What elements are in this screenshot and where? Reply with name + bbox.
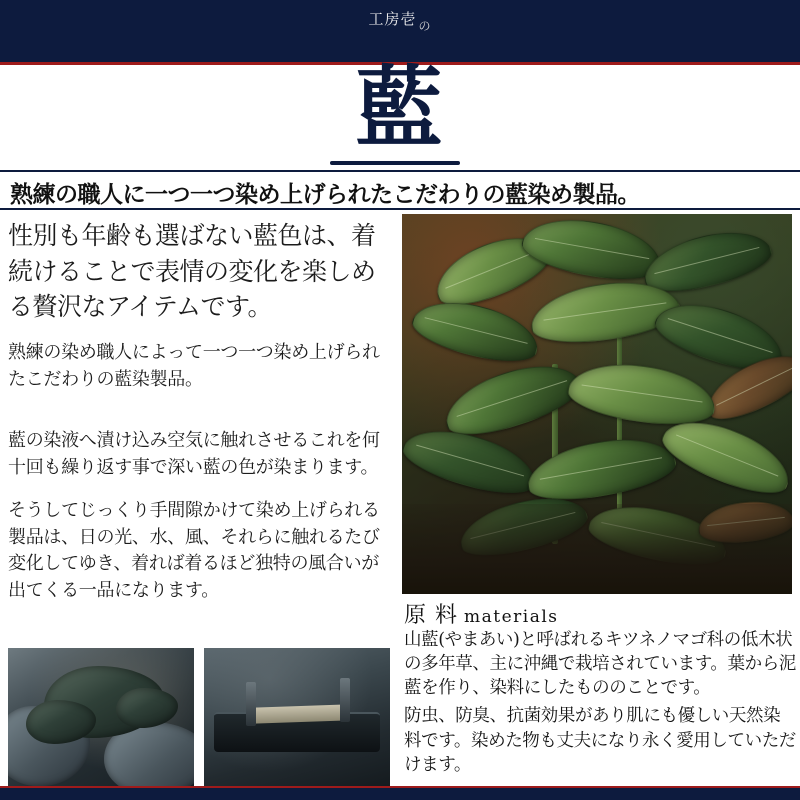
page-headline: 熟練の職人に一つ一つ染め上げられたこだわりの藍染め製品。: [10, 181, 640, 208]
headline-top-rule: [0, 170, 800, 172]
materials-body: [404, 628, 796, 777]
materials-heading-en: materials: [464, 607, 559, 627]
body-paragraph-2: 藍の染液へ漬け込み空気に触れさせるこれを何十回も繰り返す事で深い藍の色が染まります。: [8, 430, 380, 478]
hero-kanji: 藍: [354, 55, 445, 159]
footer-bar: [0, 788, 800, 800]
body-paragraph-3: そうしてじっくり手間隙かけて染め上げられる製品は、日の光、水、風、それらに触れるたび変化してゆき、着れば着るほど独特の風合いが出てくる一品になります。: [8, 500, 380, 601]
indigo-dye-vat-photo: [204, 648, 390, 788]
materials-paragraph-2: 防虫、防臭、抗菌効果があり肌にも優しい天然染料です。染めた物も丈夫になり永く愛用していただけます。: [404, 706, 796, 775]
materials-heading-ja: 原 料: [404, 603, 458, 628]
hero-section: [0, 55, 800, 173]
headline-bottom-rule: [0, 208, 800, 210]
vat-post: [340, 678, 350, 722]
vat-post: [246, 682, 256, 726]
indigo-mud-photo: [8, 648, 194, 788]
brand-particle: の: [418, 19, 432, 33]
hero-underline: [330, 161, 460, 165]
body-paragraph-1: 熟練の染め職人によって一つ一つ染め上げられたこだわりの藍染製品。: [8, 342, 380, 390]
materials-paragraph-1: 山藍(やまあい)と呼ばれるキツネノマゴ科の低木状の多年草、主に沖縄で栽培されています。葉から泥藍を作り、染料にしたもののことです。: [404, 630, 796, 699]
brand-name: 工房壱: [368, 11, 417, 28]
wooden-plank: [252, 704, 348, 723]
photo-soil-shadow: [402, 504, 792, 594]
brand-lockup: [0, 11, 800, 33]
indigo-plant-photo: [402, 214, 792, 594]
lead-paragraph: 性別も年齢も選ばない藍色は、着続けることで表情の変化を楽しめる贅沢なアイテムです。: [8, 221, 376, 321]
materials-heading: [404, 598, 559, 629]
top-banner: [0, 0, 800, 62]
